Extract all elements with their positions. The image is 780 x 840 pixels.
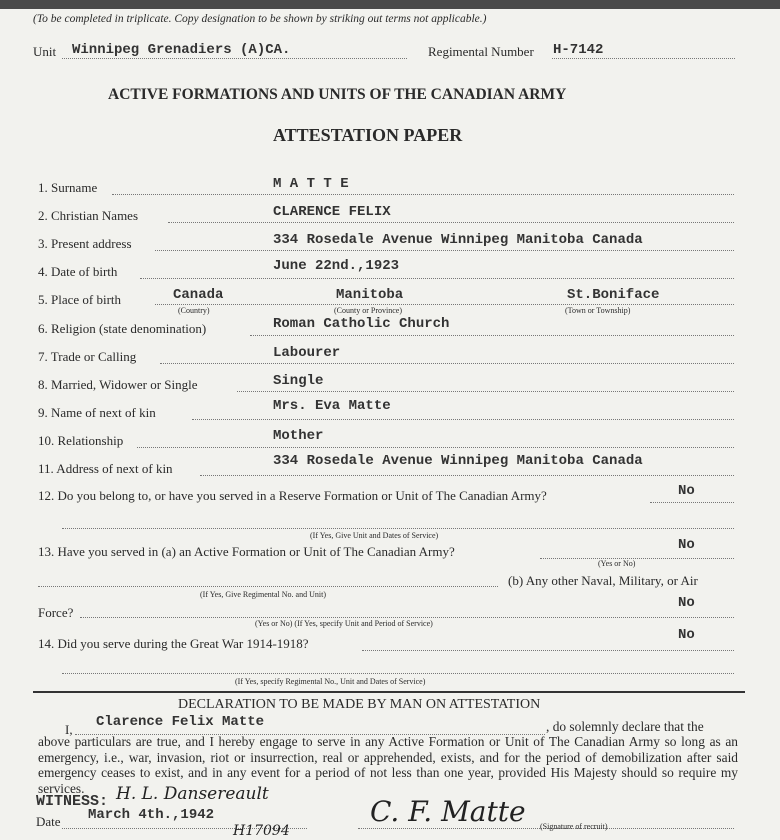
q13b-label: (b) Any other Naval, Military, or Air <box>508 573 698 588</box>
marital-status-label: 8. Married, Widower or Single <box>38 377 198 392</box>
place-of-birth-label: 5. Place of birth <box>38 292 122 307</box>
christian-names-value: CLARENCE FELIX <box>273 204 391 220</box>
declaration-title: DECLARATION TO BE MADE BY MAN ON ATTESTATION <box>178 697 541 712</box>
q12-label: 12. Do you belong to, or have you served in a Reserve Formation or Unit of The Canadian Army? <box>38 488 547 503</box>
relationship-value: Mother <box>273 428 324 444</box>
surname-label: 1. Surname <box>38 180 98 195</box>
date-label: Date <box>36 814 61 829</box>
trade-value: Labourer <box>273 345 341 361</box>
q14-label: 14. Did you serve during the Great War 1914-1918? <box>38 636 309 651</box>
birth-province-value: Manitoba <box>336 287 404 303</box>
religion-label: 6. Religion (state denomination) <box>38 321 207 336</box>
signature-caption: (Signature of recruit) <box>540 822 608 831</box>
declaration-i: I, <box>65 722 73 737</box>
unit-value: Winnipeg Grenadiers (A)CA. <box>72 42 291 58</box>
relationship-label: 10. Relationship <box>38 433 124 448</box>
christian-names-label: 2. Christian Names <box>38 208 139 223</box>
scan-top-edge <box>0 0 780 9</box>
q13-label: 13. Have you served in (a) an Active Formation or Unit of The Canadian Army? <box>38 544 455 559</box>
date-value: March 4th.,1942 <box>88 807 215 823</box>
q14-caption: (If Yes, specify Regimental No., Unit and Dates of Service) <box>235 677 426 686</box>
form-title: ATTESTATION PAPER <box>273 125 463 145</box>
trade-label: 7. Trade or Calling <box>38 349 137 364</box>
q13-caption: (If Yes, Give Regimental No. and Unit) <box>200 590 326 599</box>
present-address-label: 3. Present address <box>38 236 132 251</box>
q12-caption: (If Yes, Give Unit and Dates of Service) <box>310 531 439 540</box>
declaration-body: above particulars are true, and I hereby engage to serve in any Active Formation or Unit of The Canadian Army so long as an emergency, i.e., war, invasion, riot or insurrection, real or apprehended, exists, and for the period of demobilization after said emergency ceases to exist, and in any event for a period of not less than one year, provided His Majesty should so require my services. <box>38 734 738 796</box>
next-of-kin-label: 9. Name of next of kin <box>38 405 156 420</box>
birth-town-value: St.Boniface <box>567 287 660 303</box>
next-of-kin-value: Mrs. Eva Matte <box>273 398 391 414</box>
instruction-note: (To be completed in triplicate. Copy designation to be shown by striking out terms not applicable.) <box>33 13 487 25</box>
form-heading: ACTIVE FORMATIONS AND UNITS OF THE CANADIAN ARMY <box>108 86 567 103</box>
birth-country-value: Canada <box>173 287 224 303</box>
present-address-value: 334 Rosedale Avenue Winnipeg Manitoba Canada <box>273 232 643 248</box>
regimental-number-label: Regimental Number <box>428 44 534 59</box>
surname-value: M A T T E <box>273 176 349 192</box>
witness-signature: H. L. Dansereault <box>116 784 269 804</box>
q13b-value: No <box>678 595 695 611</box>
handwritten-number: H17094 <box>233 823 290 839</box>
recruit-signature: C. F. Matte <box>370 795 526 828</box>
kin-address-value: 334 Rosedale Avenue Winnipeg Manitoba Canada <box>273 453 643 469</box>
q13b-caption: (Yes or No) (If Yes, specify Unit and Period of Service) <box>255 619 433 628</box>
kin-address-label: 11. Address of next of kin <box>38 461 173 476</box>
marital-status-value: Single <box>273 373 324 389</box>
witness-label: WITNESS: <box>36 793 109 810</box>
q13-yes-no-caption: (Yes or No) <box>598 559 636 568</box>
force-label: Force? <box>38 605 74 620</box>
q12-value: No <box>678 483 695 499</box>
date-of-birth-value: June 22nd.,1923 <box>273 258 400 274</box>
declaration-line1: , do solemnly declare that the <box>546 719 704 734</box>
regimental-number-value: H-7142 <box>553 42 604 58</box>
unit-label: Unit <box>33 44 57 59</box>
province-caption: (County or Province) <box>334 306 402 315</box>
q14-value: No <box>678 627 695 643</box>
section-divider <box>33 691 745 693</box>
declarant-name: Clarence Felix Matte <box>96 714 265 730</box>
town-caption: (Town or Township) <box>565 306 631 315</box>
date-of-birth-label: 4. Date of birth <box>38 264 118 279</box>
religion-value: Roman Catholic Church <box>273 316 450 332</box>
q13-value: No <box>678 537 695 553</box>
country-caption: (Country) <box>178 306 210 315</box>
